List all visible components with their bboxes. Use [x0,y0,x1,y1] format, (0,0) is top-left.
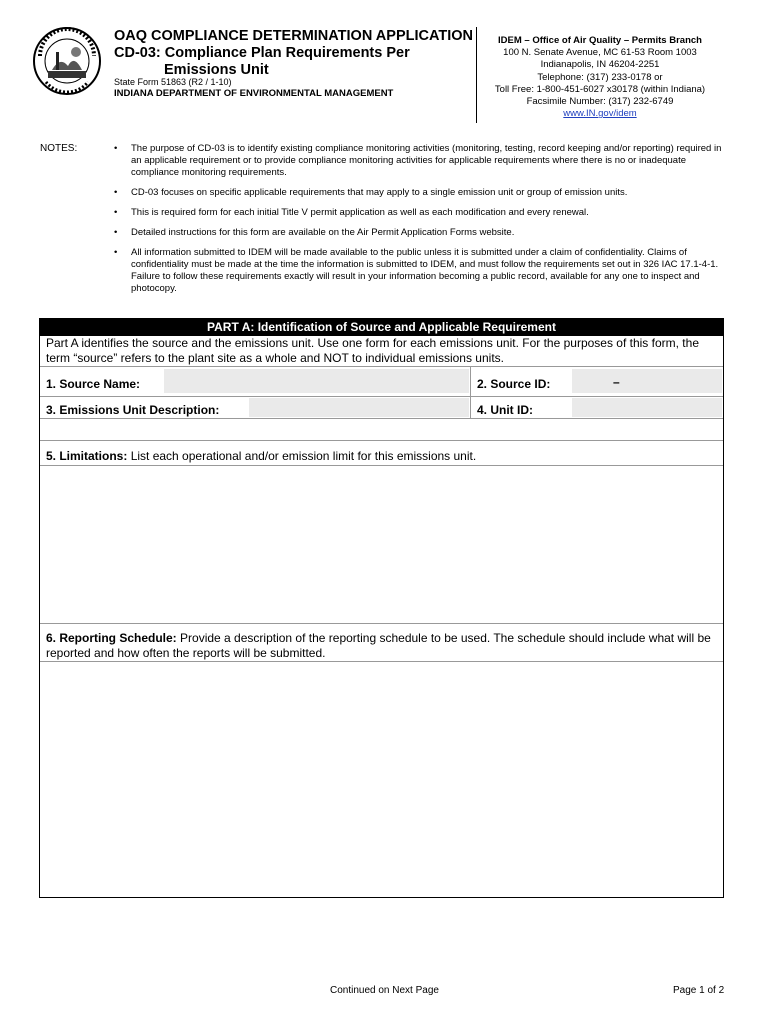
divider [40,418,723,419]
divider [40,440,723,441]
indiana-state-seal [32,26,102,96]
state-form-number: State Form 51863 (R2 / 1-10) [114,77,232,87]
notes-label: NOTES: [40,143,78,154]
notes-list [114,143,724,303]
limitations-description: List each operational and/or emission limit for this emissions unit. [130,449,477,463]
part-a-intro: Part A identifies the source and the emissions unit. Use one form for each emissions unit. For the purposes of this form, the term “source” refers to the plant site as a whole and NOT to individual emissions units. [46,336,699,365]
form-subtitle: CD-03: Compliance Plan Requirements Per [114,45,410,61]
source-id-label: 2. Source ID: [477,377,551,391]
address-heading: IDEM – Office of Air Quality – Permits Branch [498,35,702,46]
unit-id-label: 4. Unit ID: [477,403,533,417]
bullet-icon: • [114,186,118,198]
bullet-icon: • [114,247,118,259]
reporting-schedule-description: Provide a description of the reporting schedule to be used. The schedule should include what will be reported and how often the reports will be submitted. [46,631,711,660]
reporting-schedule-textarea[interactable] [41,662,722,895]
form-subtitle-cont: Emissions Unit [164,62,269,78]
divider [40,396,723,397]
form-title: OAQ COMPLIANCE DETERMINATION APPLICATION [114,28,474,44]
page-number: Page 1 of 2 [673,985,725,996]
telephone: Telephone: (317) 233-0178 or [537,71,663,83]
note-item: • Detailed instructions for this form are available on the Air Permit Application Forms website. [114,227,515,239]
contact-address-block [476,27,723,123]
note-item: • This is required form for each initial Title V permit application as well as each modification and every renewal. [114,206,589,218]
address-line: Indianapolis, IN 46204-2251 [540,59,660,71]
source-name-field[interactable] [164,369,469,393]
note-item: • All information submitted to IDEM will be made available to the public unless it is submitted under a claim of confidentiality. Claims of confidentiality must be made at the time the information is submitted to IDEM, and must follow the requirements set out in 326 IAC 17.1-4-1. Failure to follow these requirements exactly will result in your information becoming a public record, available for any one to inspect and photocopy. [114,247,719,294]
limitations-textarea[interactable] [41,466,722,622]
part-a-heading: PART A: Identification of Source and Applicable Requirement [40,319,723,336]
reporting-schedule-row [46,631,716,660]
limitations-label: 5. Limitations: [46,449,128,463]
address-line: 100 N. Senate Avenue, MC 61-53 Room 1003 [503,47,697,59]
note-item: • The purpose of CD-03 is to identify existing compliance monitoring activities (monitoring, testing, record keeping and/or reporting) required in an applicable requirement or to provide compliance monitoring activities for applicable requirements where there is no or inadequate compliance monitoring requirements. [114,143,722,178]
bullet-icon: • [114,227,118,239]
limitations-row [46,449,476,464]
fax-number: Facsimile Number: (317) 232-6749 [526,96,674,108]
bullet-icon: • [114,206,118,218]
divider [470,366,471,418]
divider [40,366,723,367]
unit-id-field[interactable] [572,398,722,417]
reporting-schedule-label: 6. Reporting Schedule: [46,631,177,645]
department-name: INDIANA DEPARTMENT OF ENVIRONMENTAL MANAGEMENT [114,88,394,99]
part-a-form [39,318,724,898]
source-name-label: 1. Source Name: [46,377,141,391]
divider [40,623,723,624]
continued-note: Continued on Next Page [330,985,439,996]
source-id-separator: – [613,375,620,389]
toll-free: Toll Free: 1-800-451-6027 x30178 (within Indiana) [494,83,706,95]
source-id-field[interactable] [572,369,722,393]
note-item: • CD-03 focuses on specific applicable requirements that may apply to a single emission unit or group of emission units. [114,186,628,198]
bullet-icon: • [114,143,118,154]
emissions-unit-description-label: 3. Emissions Unit Description: [46,403,220,417]
emissions-unit-description-field[interactable] [249,398,469,417]
website-link[interactable]: www.IN.gov/idem [563,108,637,120]
